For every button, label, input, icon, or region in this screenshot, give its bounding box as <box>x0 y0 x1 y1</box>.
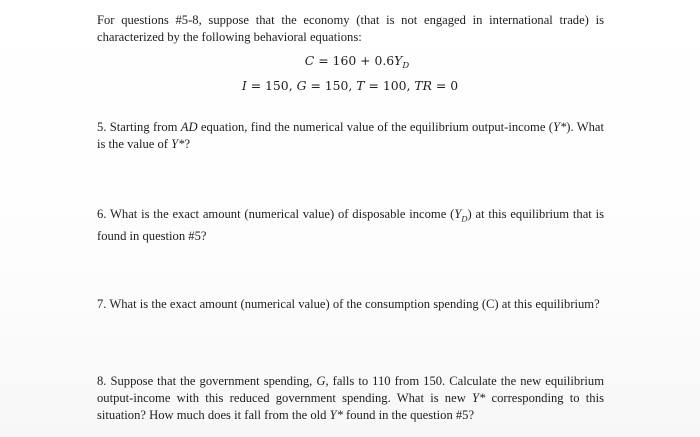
q6-yd-subscript: D <box>461 213 468 224</box>
c-rhs: = 160 + 0.6 <box>318 53 395 68</box>
q5-qmark: ? <box>184 137 191 151</box>
exogenous-equation <box>0 78 700 94</box>
i-value: = 150, <box>250 78 297 93</box>
t-value: = 100, <box>368 78 415 93</box>
g-value: = 150, <box>310 78 357 93</box>
q8-part-2: , falls to 110 from 150. Calculate the new equilibrium output-income with this reduced government spending. What is new <box>97 374 604 405</box>
q6-yd: Y <box>454 207 462 221</box>
i-variable: I <box>241 78 247 93</box>
t-variable: T <box>356 78 365 93</box>
q6-prefix: 6. What is the exact amount (numerical value) of disposable income ( <box>97 207 455 221</box>
yd-subscript: D <box>402 61 410 71</box>
q8-part-1: 8. Suppose that the government spending, <box>97 374 317 388</box>
question-8 <box>97 373 604 424</box>
yd-variable: Y <box>394 53 403 68</box>
intro-paragraph <box>97 12 604 46</box>
intro-text: For questions #5-8, suppose that the economy (that is not engaged in international trade) is characterized by the following behavioral equations: <box>97 13 604 44</box>
c-variable: C <box>304 53 315 68</box>
consumption-equation <box>0 53 700 74</box>
q5-ad: AD <box>180 120 198 134</box>
q6-end: ) at this equilibrium that is found in question #5? <box>97 207 604 243</box>
question-7 <box>97 296 604 313</box>
tr-variable: TR <box>414 78 432 93</box>
q7-text: 7. What is the exact amount (numerical value) of the consumption spending (C) at this equilibrium? <box>97 297 600 311</box>
q5-mid: equation, find the numerical value of the equilibrium output-income ( <box>197 120 553 134</box>
q5-end: ). What is the value of <box>97 120 604 151</box>
q8-part-3: corresponding to this situation? How much does it fall from the old <box>97 391 604 422</box>
question-6 <box>97 206 604 245</box>
q5-prefix: 5. Starting from <box>97 120 181 134</box>
q8-part-4: found in the question #5? <box>342 408 475 422</box>
q8-g: G <box>316 374 326 388</box>
g-variable: G <box>296 78 307 93</box>
q8-ystar-2: Y* <box>329 408 343 422</box>
tr-value: = 0 <box>435 78 459 93</box>
q5-ystar-2: Y* <box>171 137 185 151</box>
question-5 <box>97 119 604 153</box>
q5-ystar: Y* <box>552 120 567 134</box>
q8-ystar: Y* <box>472 391 486 405</box>
